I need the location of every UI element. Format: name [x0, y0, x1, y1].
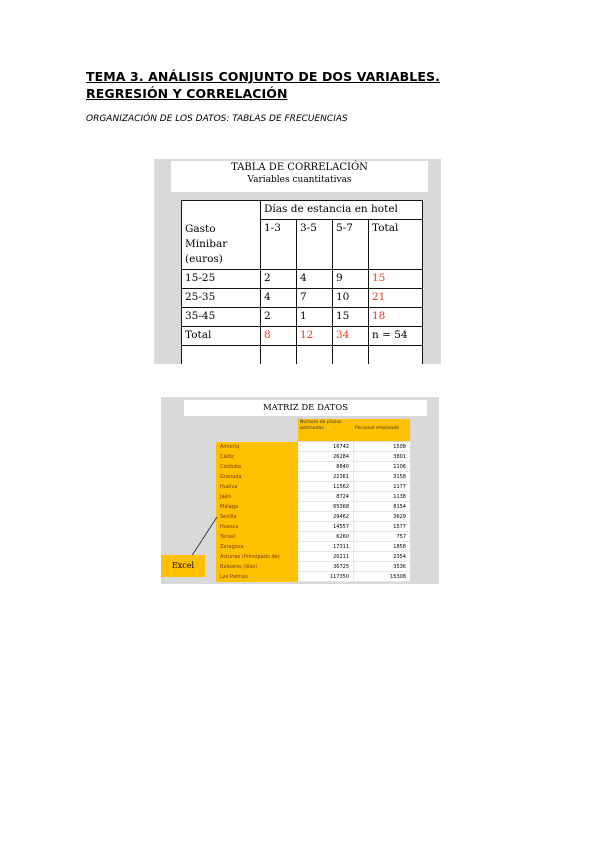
empty-cell: [297, 345, 333, 364]
province-name: Zaragoza: [220, 544, 244, 550]
empty-corner-cell: [182, 201, 261, 220]
total-cell: 8: [261, 326, 297, 345]
table-cell: 1177: [353, 482, 410, 492]
table-cell: 7: [297, 288, 333, 307]
row-label: 25-35: [182, 288, 261, 307]
province-name: Teruel: [220, 534, 235, 540]
table-cell: 9: [333, 269, 369, 288]
province-name: Sevilla: [220, 514, 237, 520]
table-row: [216, 502, 410, 512]
empty-cell: [333, 345, 369, 364]
empty-cell: [369, 345, 423, 364]
table-row: [216, 482, 410, 492]
table-cell: 1138: [353, 492, 410, 502]
table-row: [182, 269, 423, 288]
total-cell: 12: [297, 326, 333, 345]
table-cell: 14557: [298, 522, 353, 532]
table-cell: 2: [261, 269, 297, 288]
column-header: Total: [369, 220, 423, 270]
data-matrix-rows: [216, 442, 410, 582]
column-header: 5-7: [333, 220, 369, 270]
correlation-table: [181, 200, 423, 364]
row-label: Total: [182, 326, 261, 345]
table-cell: 26284: [298, 452, 353, 462]
empty-cell: [182, 345, 261, 364]
table-row: [216, 552, 410, 562]
table-header-row: [182, 201, 423, 220]
table-cell: 36725: [298, 562, 353, 572]
province-name: Huesca: [220, 524, 239, 530]
table-cell: 29462: [298, 512, 353, 522]
column-header: Personal empleado: [353, 419, 410, 441]
correlation-table-slide: [154, 159, 441, 364]
province-name: Baleares (Illes): [220, 564, 258, 570]
table-row: [216, 512, 410, 522]
table-cell: 3536: [353, 562, 410, 572]
table-cell: 15: [333, 307, 369, 326]
grand-total-cell: n = 54: [369, 326, 423, 345]
table-cell: 8154: [353, 502, 410, 512]
table-row: [216, 462, 410, 472]
table-cell: 11562: [298, 482, 353, 492]
table-row: [216, 492, 410, 502]
table-row: [216, 562, 410, 572]
table-cell: 20211: [298, 552, 353, 562]
empty-cell: [261, 345, 297, 364]
total-cell: 21: [369, 288, 423, 307]
total-cell: 18: [369, 307, 423, 326]
table-cell: 3158: [353, 472, 410, 482]
table-cell: 3801: [353, 452, 410, 462]
table-row: [182, 288, 423, 307]
table-cell: 4: [261, 288, 297, 307]
table-cell: 1858: [353, 542, 410, 552]
province-name: Almería: [220, 444, 240, 450]
table-cell: 3629: [353, 512, 410, 522]
table-cell: 117350: [298, 572, 353, 582]
table-row: [182, 326, 423, 345]
table-header-row: [182, 220, 423, 270]
section-subtitle: ORGANIZACIÓN DE LOS DATOS: TABLAS DE FRECUENCIAS: [86, 114, 348, 124]
table-cell: 1577: [353, 522, 410, 532]
table-row: [216, 472, 410, 482]
table-row: [182, 307, 423, 326]
data-matrix-slide: [161, 397, 439, 584]
table-cell: 17311: [298, 542, 353, 552]
table-cell: 1: [297, 307, 333, 326]
table-cell: 757: [353, 532, 410, 542]
table-cell: 15308: [353, 572, 410, 582]
table-cell: 65368: [298, 502, 353, 512]
slide-title: MATRIZ DE DATOS: [184, 400, 427, 416]
slide-subtitle: Variables cuantitativas: [247, 175, 352, 185]
table-row: [216, 522, 410, 532]
table-cell: 4: [297, 269, 333, 288]
slide-header: [171, 161, 428, 192]
table-row: [216, 442, 410, 452]
table-cell: 8724: [298, 492, 353, 502]
row-header-cell: Gasto Minibar (euros): [182, 220, 261, 270]
province-name: Granada: [220, 474, 242, 480]
table-row: [216, 572, 410, 582]
document-title: TEMA 3. ANÁLISIS CONJUNTO DE DOS VARIABLES. REGRESIÓN Y CORRELACIÓN: [86, 69, 440, 101]
table-row: [182, 345, 423, 364]
excel-callout: Excel: [161, 555, 205, 577]
column-header: Número de plazas estimadas: [298, 419, 353, 441]
column-header: 3-5: [297, 220, 333, 270]
table-cell: 8840: [298, 462, 353, 472]
table-cell: 1106: [353, 462, 410, 472]
province-name: Jaén: [220, 494, 231, 500]
row-label: 15-25: [182, 269, 261, 288]
province-name: Huelva: [220, 484, 238, 490]
table-row: [216, 452, 410, 462]
province-name: Córdoba: [220, 464, 241, 470]
callout-pointer: [161, 397, 221, 567]
table-row: [216, 532, 410, 542]
table-cell: 2: [261, 307, 297, 326]
column-header: 1-3: [261, 220, 297, 270]
total-cell: 34: [333, 326, 369, 345]
province-name: Las Palmas: [220, 574, 248, 580]
province-name: Málaga: [220, 504, 239, 510]
row-label: 35-45: [182, 307, 261, 326]
table-cell: 1508: [353, 442, 410, 452]
table-cell: 10: [333, 288, 369, 307]
slide-title: TABLA DE CORRELACIÓN: [231, 162, 368, 173]
table-row: [216, 542, 410, 552]
table-cell: 16742: [298, 442, 353, 452]
table-cell: 22361: [298, 472, 353, 482]
table-cell: 2354: [353, 552, 410, 562]
group-header-cell: Días de estancia en hotel: [261, 201, 423, 220]
table-cell: 6260: [298, 532, 353, 542]
province-name: Asturias (Principado de): [220, 554, 280, 560]
province-name: Cádiz: [220, 454, 234, 460]
total-cell: 15: [369, 269, 423, 288]
